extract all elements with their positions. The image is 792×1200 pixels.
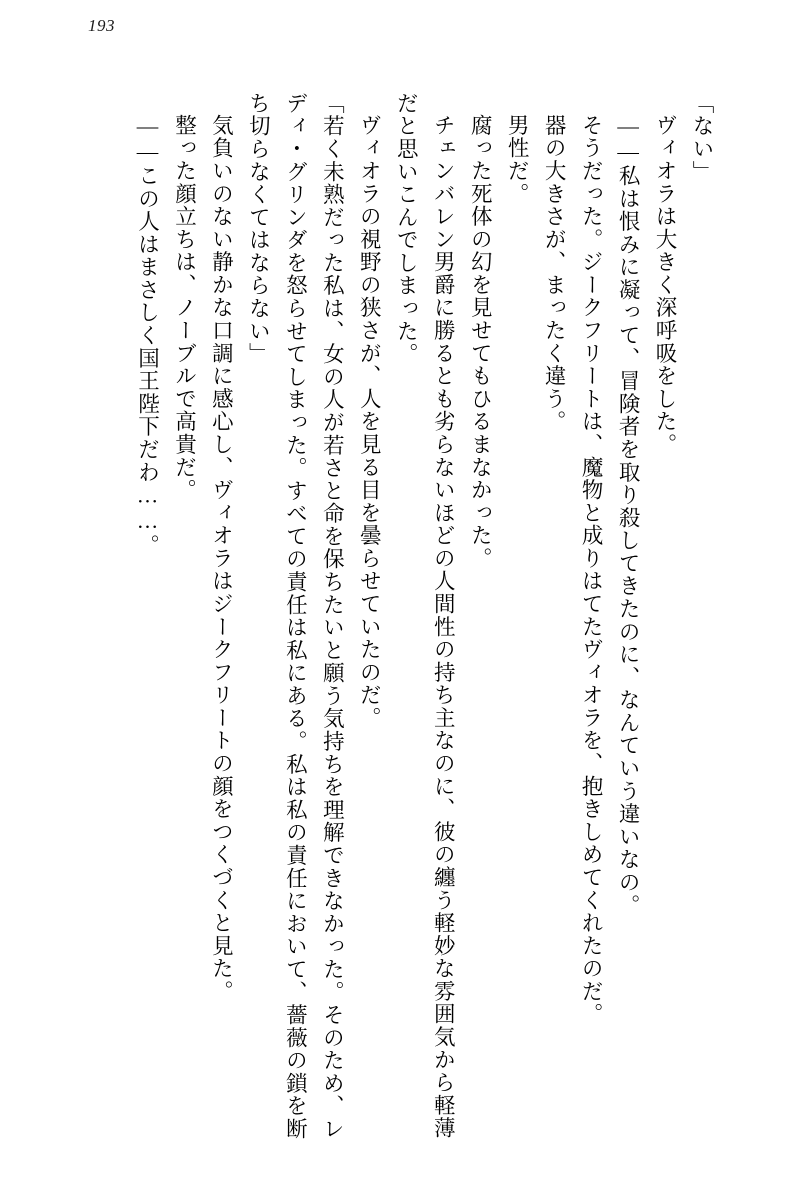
paragraph: そうだった。ジークフリートは、魔物と成りはてたヴィオラを、抱きしめてくれたのだ。 (579, 113, 604, 1026)
paragraph: 整った顔立ちは、ノーブルで高貴だ。 (172, 113, 197, 501)
paragraph: 腐った死体の幻を見せてもひるまなかった。 (468, 113, 493, 570)
paragraph: ――私は恨みに凝って、冒険者を取り殺してきたのに、なんていう違いなの。 (616, 113, 641, 917)
paragraph: チェンバレン男爵に勝るとも劣らないほどの人間性の持ち主なのに、彼の纏う軽妙な雰囲気から軽薄だと思いこんでしまった。 (394, 92, 456, 1140)
paragraph: 「若く未熟だった私は、女の人が若さと命を保ちたいと願う気持ちを理解できなかった。そのため、レディ・グリンダを怒らせてしまった。すべての責任は私にある。私は私の責任において、薔薇の鎖を断ち切らなくてはならない」 (246, 92, 345, 1141)
paragraph: 男性だ。 (505, 113, 530, 205)
page-number: 193 (88, 16, 115, 35)
paragraph: ――この人はまさしく国王陛下だわ……。 (135, 113, 160, 557)
paragraph: 「ない」 (690, 92, 714, 184)
paragraph: ヴィオラは大きく深呼吸をした。 (653, 113, 678, 456)
paragraph: 器の大きさが、まったく違う。 (542, 113, 567, 433)
page-body-text (60, 92, 720, 1152)
paragraph: 気負いのない静かな口調に感心し、ヴィオラはジークフリートの顔をつくづくと見た。 (209, 113, 234, 1003)
paragraph: ヴィオラの視野の狭さが、人を見る目を曇らせていたのだ。 (357, 113, 382, 729)
